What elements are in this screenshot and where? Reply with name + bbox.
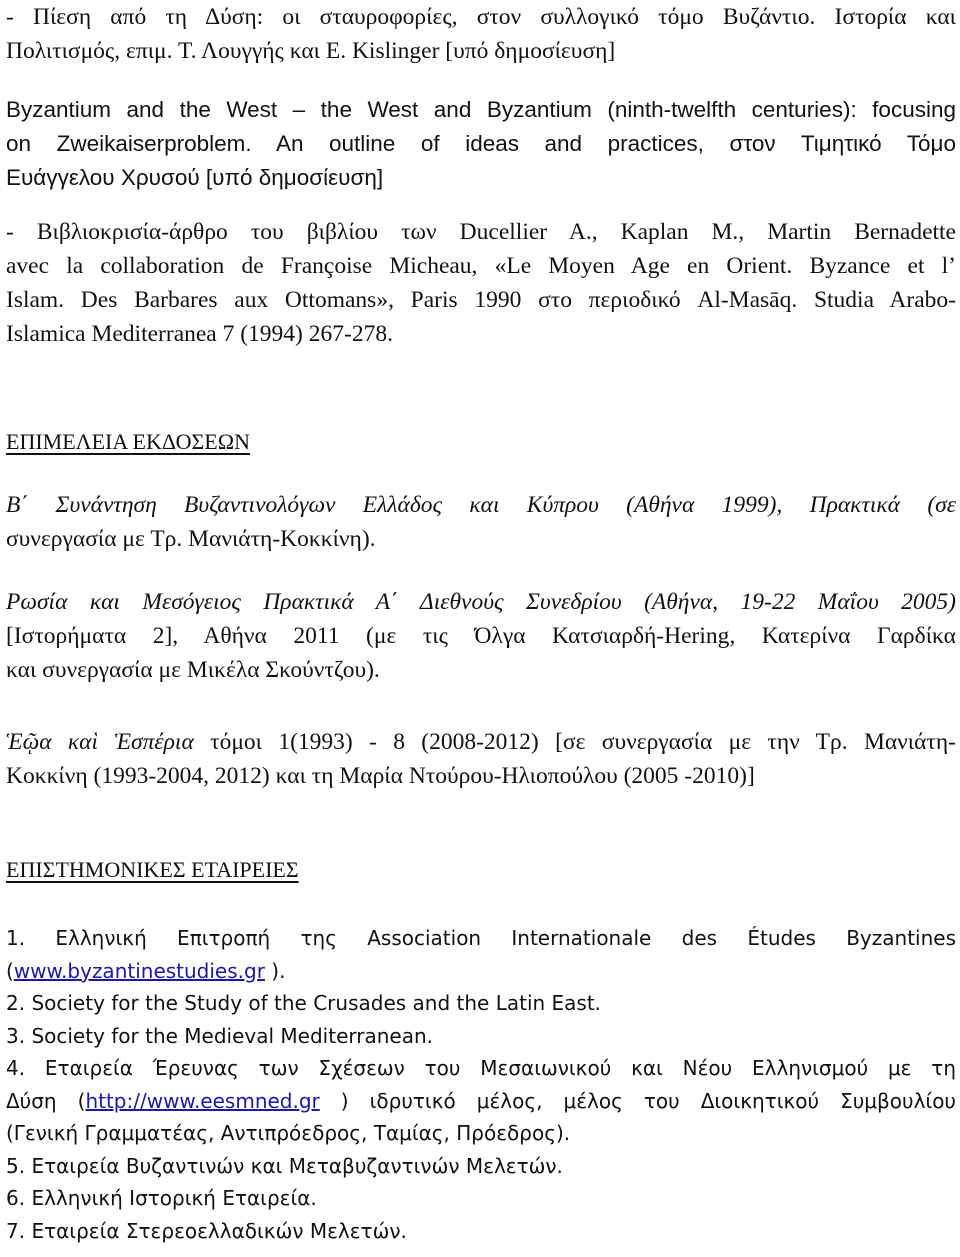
entry-book-review xyxy=(6,215,956,351)
text-line xyxy=(6,725,956,759)
link-byzantinestudies[interactable]: www.byzantinestudies.gr xyxy=(13,958,265,983)
list-item: 1. Ελληνική Επιτροπή της Association Internationale des Études Byzantines xyxy=(6,926,956,950)
edition-entry-russia xyxy=(6,585,956,687)
text-line: - Βιβλιοκρισία-άρθρο του βιβλίου των Ducellier A., Kaplan M., Martin Bernadette xyxy=(6,219,956,245)
list-item: 6. Ελληνική Ιστορική Εταιρεία. xyxy=(6,1186,317,1210)
list-item-continued: (Γενική Γραμματέας, Αντιπρόεδρος, Ταμίας, Πρόεδρος). xyxy=(6,1121,571,1145)
text-line: - Πίεση από τη Δύση: οι σταυροφορίες, στον συλλογικό τόμο Βυζάντιο. Ιστορία και xyxy=(6,4,956,30)
text-fragment: ) ιδρυτικό μέλος, μέλος του Διοικητικού Συμβουλίου xyxy=(319,1088,956,1113)
list-item-continued xyxy=(6,955,956,988)
edition-entry-meeting xyxy=(6,488,956,556)
text-line: Ευάγγελου Χρυσού [υπό δημοσίευση] xyxy=(6,165,384,190)
journal-title: Ἑῷα καὶ Ἑσπέρια xyxy=(6,729,194,755)
text-line: avec la collaboration de Françoise Micheau, «Le Moyen Age en Orient. Byzance et l’ xyxy=(6,253,956,279)
list-item: 4. Εταιρεία Έρευνας των Σχέσεων του Μεσαιωνικού και Νέου Ελληνισμού με τη xyxy=(6,1056,956,1080)
text-line: Byzantium and the West – the West and Byzantium (ninth-twelfth centuries): focusing xyxy=(6,97,956,122)
list-item: 3. Society for the Medieval Mediterranean. xyxy=(6,1023,434,1048)
text-line: [Ιστορήματα 2], Αθήνα 2011 (με τις Όλγα Κατσιαρδή-Hering, Κατερίνα Γαρδίκα xyxy=(6,623,956,649)
section-heading-editions: ΕΠΙΜΕΛΕΙΑ ΕΚΔΟΣΕΩΝ xyxy=(6,429,250,454)
text-fragment: ). xyxy=(264,958,286,983)
edition-entry-eoa-kai-esperia xyxy=(6,725,956,793)
list-item: 2. Society for the Study of the Crusades and the Latin East. xyxy=(6,991,602,1015)
list-item: 7. Εταιρεία Στερεοελλαδικών Μελετών. xyxy=(6,1218,407,1243)
entry-piesi-apo-ti-dysi xyxy=(6,0,956,68)
text-line: Ρωσία και Μεσόγειος Πρακτικά Α΄ Διεθνούς Συνεδρίου (Αθήνα, 19-22 Μαΐου 2005) xyxy=(6,589,956,615)
section-heading-societies: ΕΠΙΣΤΗΜΟΝΙΚΕΣ ΕΤΑΙΡΕΙΕΣ xyxy=(6,857,299,882)
text-fragment: Δύση ( xyxy=(6,1088,86,1113)
text-line: Islamica Mediterranea 7 (1994) 267-278. xyxy=(6,321,393,347)
text-line: Πολιτισμός, επιμ. Τ. Λουγγής και Ε. Kislinger [υπό δημοσίευση] xyxy=(6,38,616,64)
text-line: και συνεργασία με Μικέλα Σκούντζου). xyxy=(6,657,380,683)
text-fragment: ( xyxy=(6,958,14,983)
entry-byzantium-and-the-west xyxy=(6,93,956,195)
list-item-continued xyxy=(6,1085,956,1118)
text-line: Κοκκίνη (1993-2004, 2012) και τη Μαρία Ντούρου-Ηλιοπούλου (2005 -2010)] xyxy=(6,763,755,789)
text-line: on Zweikaiserproblem. An outline of ideas and practices, στον Τιμητικό Τόμο xyxy=(6,131,956,156)
text-fragment: τόμοι 1(1993) - 8 (2008-2012) [σε συνεργασία με την Τρ. Μανιάτη- xyxy=(193,729,956,755)
text-line: Β΄ Συνάντηση Βυζαντινολόγων Ελλάδος και Κύπρου (Αθήνα 1999), Πρακτικά (σε xyxy=(6,492,956,518)
link-eesmned[interactable]: http://www.eesmned.gr xyxy=(85,1088,320,1113)
text-line: Islam. Des Barbares aux Ottomans», Paris 1990 στο περιοδικό Al-Masāq. Studia Arabo- xyxy=(6,287,956,313)
societies-list xyxy=(6,922,956,1247)
list-item: 5. Εταιρεία Βυζαντινών και Μεταβυζαντινών Μελετών. xyxy=(6,1153,563,1178)
text-line: συνεργασία με Τρ. Μανιάτη-Κοκκίνη). xyxy=(6,526,376,552)
